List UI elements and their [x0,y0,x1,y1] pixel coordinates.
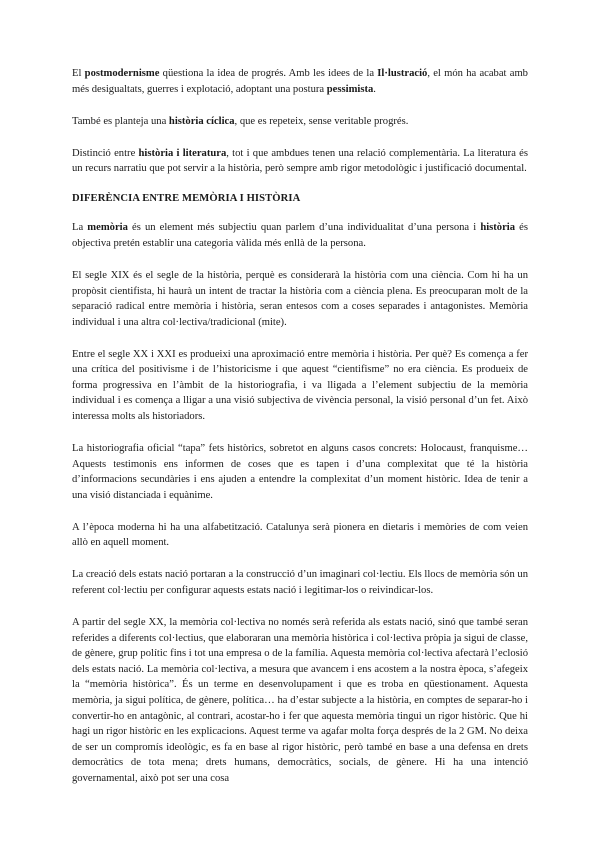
paragraph-modern-era: A l’època moderna hi ha una alfabetització. Catalunya serà pionera en dietaris i memòries de com veien allò en aquell moment. [72,521,528,549]
text-run: També es planteja una [72,115,169,127]
paragraph-19th-century: El segle XIX és el segle de la història, perquè es considerarà la història com una ciència. Com hi ha un propòsit cientifista, hi haurà un intent de tractar la història com a ciència plena. Es preocuparan molt de la separació radical entre memòria i història, seran entesos com a coses separades i antagonistes. Memòria individual i una altra col·lectiva/tradicional (mite). [72,269,528,328]
section-heading: DIFERÈNCIA ENTRE MEMÒRIA I HISTÒRIA [72,192,301,204]
term-illustracio: Il·lustració [377,68,428,79]
document-page [72,66,528,803]
paragraph-official-historiography: La historiografia oficial “tapa” fets històrics, sobretot en alguns casos concrets: Holocaust, franquisme… Aquests testimonis ens informen de coses que es tapen i d’una complexitat que té la història d’informacions secundàries i ens ajuden a entendre la complexitat d’un moment històric. Idea de tenir a una visió distanciada i equànime. [72,443,528,501]
paragraph-history-literature [72,146,528,177]
text-run: , que es repeteix, sense veritable progrés. [234,115,409,127]
text-run: La [72,222,88,234]
text-run: . [373,83,376,95]
text-run: és objectiva pretén establir una categoria vàlida més enllà de la persona. [72,222,528,249]
paragraph-collective-memory: A partir del segle XX, la memòria col·lectiva no només serà referida als estats nació, sinó que també seran referides a diferents col·lectius, que elaboraran una memòria històrica i col·lectiva pròpia ja sigui de classe, de gènere, grup polític fins i tot una empresa o de la família. Aquesta memòria col·lectiva afectarà l’eclosió dels estats nació. La memòria col·lectiva, a mesura que avancem i ens acostem a la nostra època, s’afegeix la “memòria històrica”. És un terme en desenvolupament i que es troba en qüestionament. Aquesta memòria, ja sigui política, de gènere, política… ha d’estar subjecte a la història, en comptes de separar-ho i convertir-ho en antagònic, al contrari, acostar-ho i fer que aquesta memòria tingui un rigor històric. Que hi hagi un rigor històric en les explicacions. Aquest terme va agafar molta força després de la 2 GM. No deixa de ser un compromís ideològic, es fa en base al rigor històric, però també en base a una defensa en drets democràtics de tota mena; drets humans, democràtics, socials, de gènere. Hi ha una intenció governamental, això pot ser una cosa [72,616,528,784]
text-run: , tot i que ambdues tenen una relació complementària. La literatura és un recurs narratiu que pot servir a la història, però sempre amb rigor metodològic i justificació documental. [72,147,528,175]
term-pessimista: pessimista [326,83,374,95]
text-run: El [72,68,85,79]
paragraph-postmodernism [72,66,528,97]
term-memoria: memòria [87,222,128,234]
text-run: és un element més subjectiu quan parlem d’una individualitat d’una persona i [127,222,481,234]
term-historia-ciclica: història cíclica [168,115,235,127]
term-postmodernisme: postmodernisme [84,68,160,79]
paragraph-20th-21st-century: Entre el segle XX i XXI es produeixi una aproximació entre memòria i història. Per què? Es comença a fer una crítica del positivisme i de l’historicisme i que aquest “cientifisme” no era ciència. Es produeix de forma progressiva en l’àmbit de la historiografia, i va lligada a l’element subjectiu de la memòria individual i es comença a lligar a una visió subjectiva de vivència personal, la visió personal d’un fet. Això interessa molts als historiadors. [72,348,528,423]
paragraph-nation-states: La creació dels estats nació portaran a la construcció d’un imaginari col·lectiu. Els llocs de memòria són un referent col·lectiu per configurar aquests estats nació i legitimar-los o reivindicar-los. [72,569,528,596]
text-run: , el món ha acabat amb més desigualtats, guerres i explotació, adoptant una postura [72,68,528,95]
text-run: qüestiona la idea de progrés. Amb les idees de la [159,68,378,79]
paragraph-memory-vs-history [72,220,528,251]
term-historia-literatura: història i literatura [138,147,227,159]
term-historia: història [480,222,516,234]
paragraph-cyclic-history [72,114,528,130]
text-run: Distinció entre [72,147,139,159]
